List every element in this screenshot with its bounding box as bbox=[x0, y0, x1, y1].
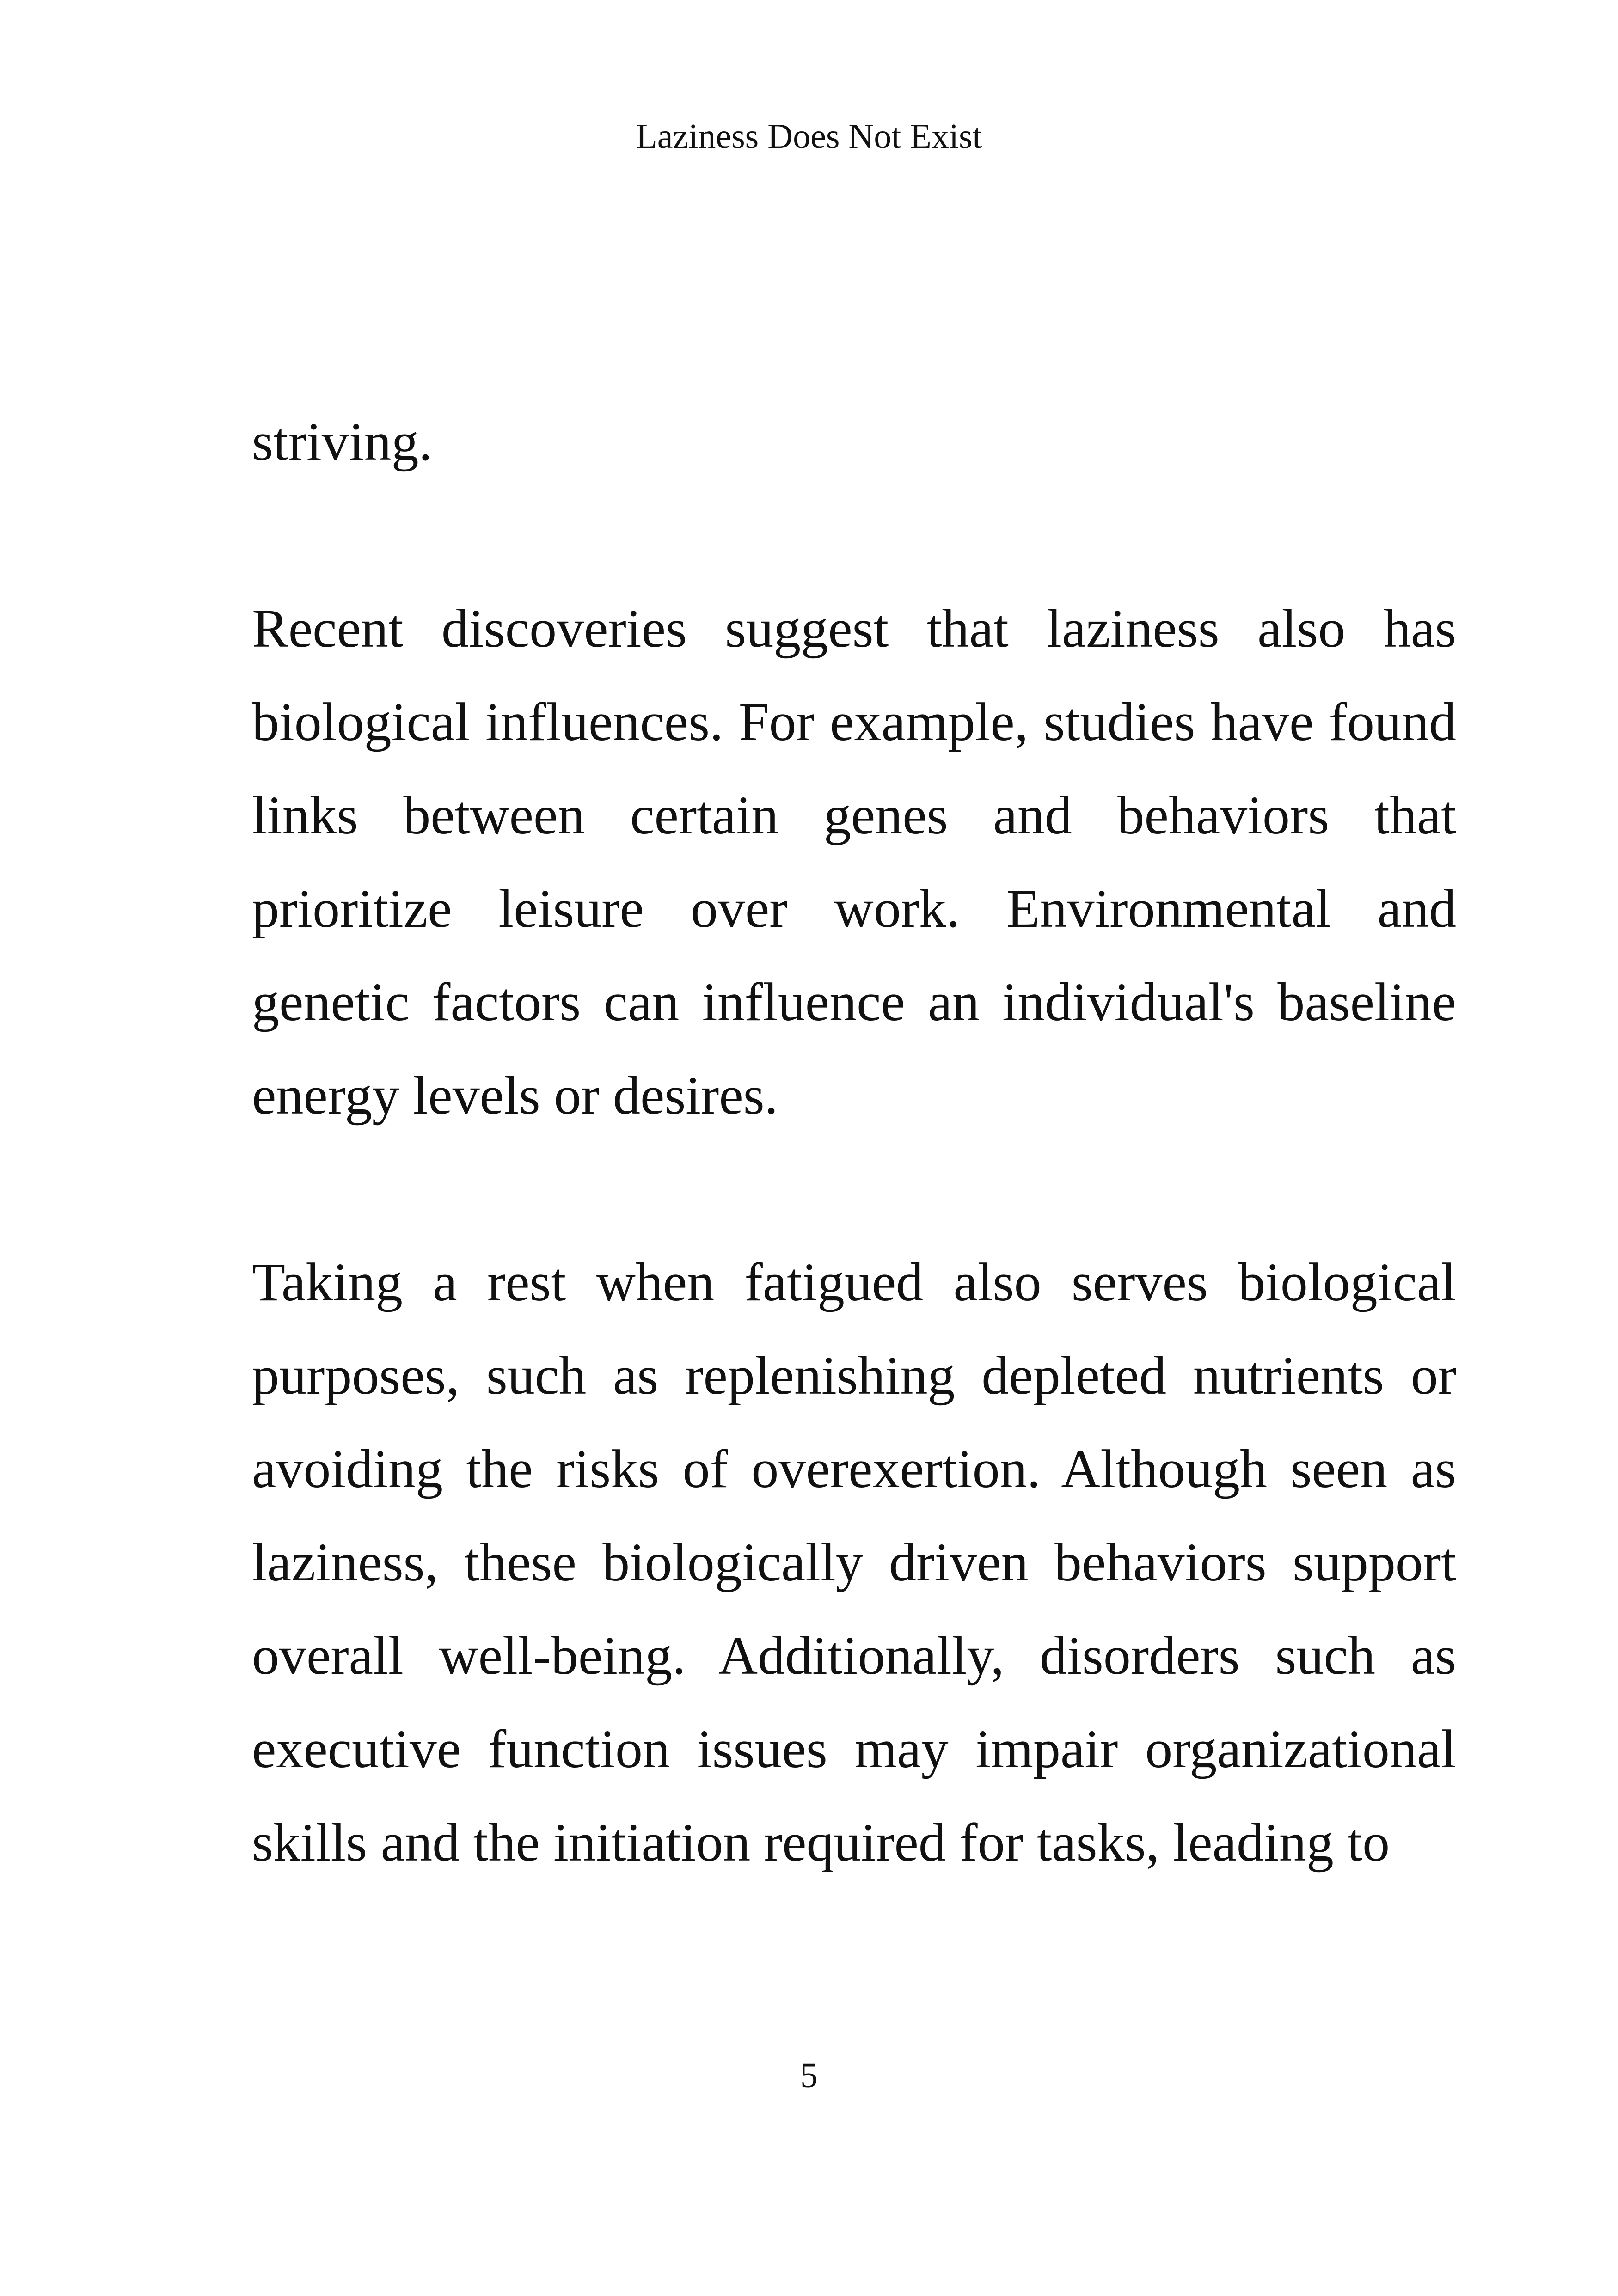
paragraph-continuation: striving. bbox=[252, 411, 433, 472]
running-header-title: Laziness Does Not Exist bbox=[636, 117, 982, 156]
page-number: 5 bbox=[800, 2056, 818, 2095]
paragraph-2: Taking a rest when fatigued also serves biological purposes, such as replenishing depleted nutrients or avoiding the risks of overexertion. Although seen as laziness, these biologically driven behaviors support overall well-being. Additionally, disorders such as executive function issues may impair organizational skills and the initiation required for tasks, leading to bbox=[252, 1252, 1456, 1873]
body-text bbox=[252, 395, 1456, 1983]
paragraph-1: Recent discoveries suggest that laziness also has biological influences. For example, studies have found links between certain genes and behaviors that prioritize leisure over work. Environmental and genetic factors can influence an individual's baseline energy levels or desires. bbox=[252, 598, 1456, 1126]
